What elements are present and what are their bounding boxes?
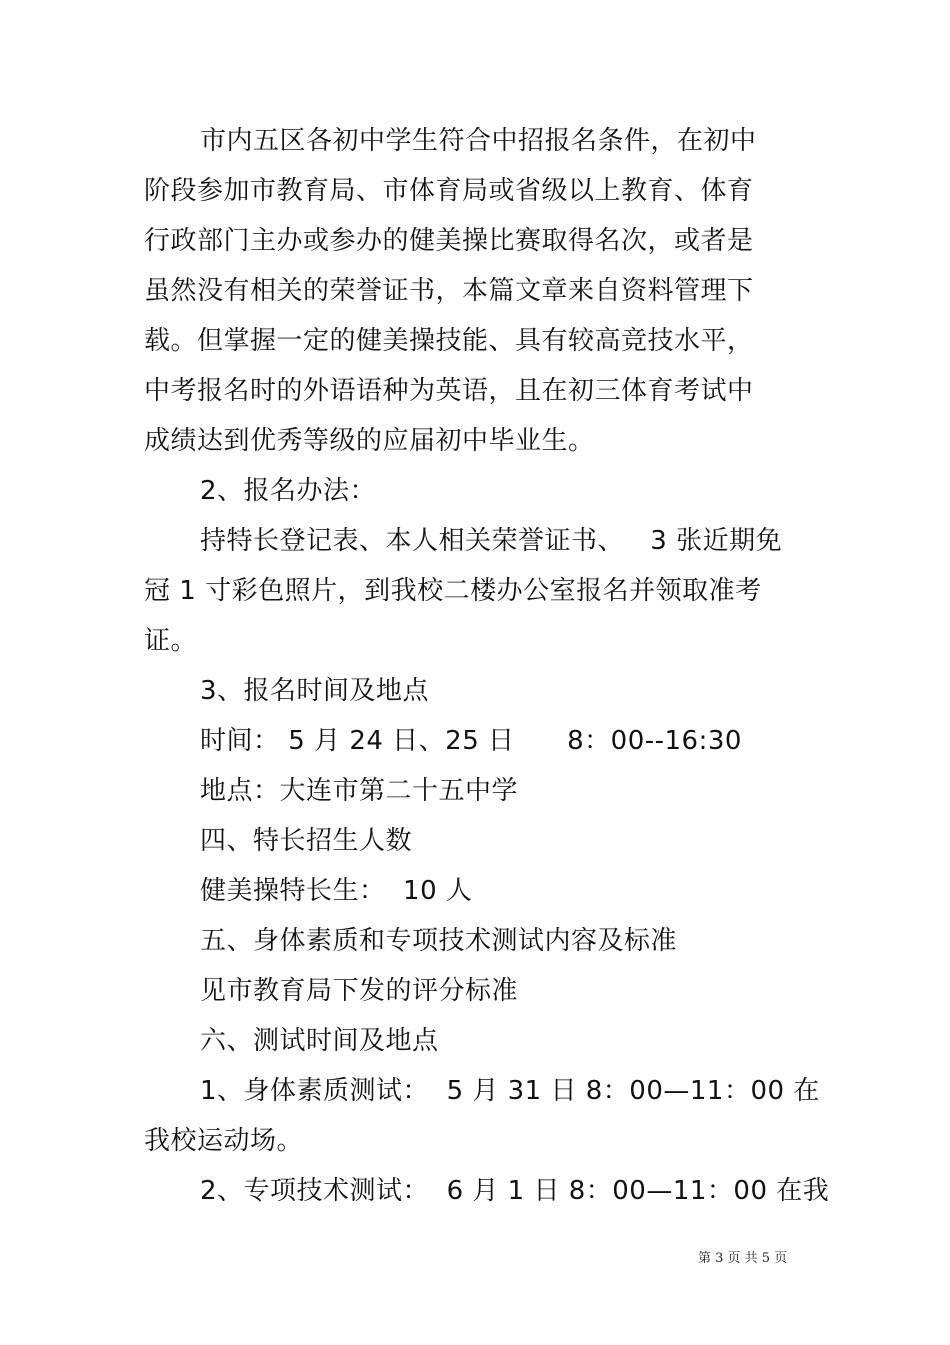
paragraph-line: 证。	[144, 626, 198, 656]
paragraph-line: 市内五区各初中学生符合中招报名条件，在初中	[200, 126, 757, 156]
paragraph-line: 冠 1 寸彩色照片，到我校二楼办公室报名并领取准考	[144, 576, 762, 606]
paragraph-line: 健美操特长生： 10 人	[200, 876, 473, 906]
paragraph-line: 持特长登记表、本人相关荣誉证书、 3 张近期免	[200, 526, 783, 556]
paragraph-line: 载。但掌握一定的健美操技能、具有较高竞技水平，	[144, 326, 754, 356]
paragraph-line: 中考报名时的外语语种为英语，且在初三体育考试中	[144, 376, 754, 406]
section-heading: 四、特长招生人数	[200, 826, 413, 856]
section-heading: 3、报名时间及地点	[200, 676, 430, 706]
paragraph-line: 时间： 5 月 24 日、25 日 8：00--16:30	[200, 726, 742, 756]
paragraph-line: 1、身体素质测试： 5 月 31 日 8：00—11：00 在	[200, 1076, 820, 1106]
paragraph-line: 地点：大连市第二十五中学	[200, 776, 519, 806]
paragraph-line: 我校运动场。	[144, 1126, 304, 1156]
paragraph-line: 行政部门主办或参办的健美操比赛取得名次，或者是	[144, 226, 754, 256]
page-number-footer: 第 3 页 共 5 页	[698, 1251, 788, 1266]
section-heading: 五、身体素质和专项技术测试内容及标准	[200, 926, 678, 956]
paragraph-line: 2、专项技术测试： 6 月 1 日 8：00—11：00 在我	[200, 1176, 830, 1206]
paragraph-line: 虽然没有相关的荣誉证书，本篇文章来自资料管理下	[144, 276, 754, 306]
paragraph-line: 见市教育局下发的评分标准	[200, 976, 519, 1006]
paragraph-line: 成绩达到优秀等级的应届初中毕业生。	[144, 426, 595, 456]
section-heading: 六、测试时间及地点	[200, 1026, 439, 1056]
paragraph-line: 阶段参加市教育局、市体育局或省级以上教育、体育	[144, 176, 754, 206]
section-heading: 2、报名办法：	[200, 476, 377, 506]
